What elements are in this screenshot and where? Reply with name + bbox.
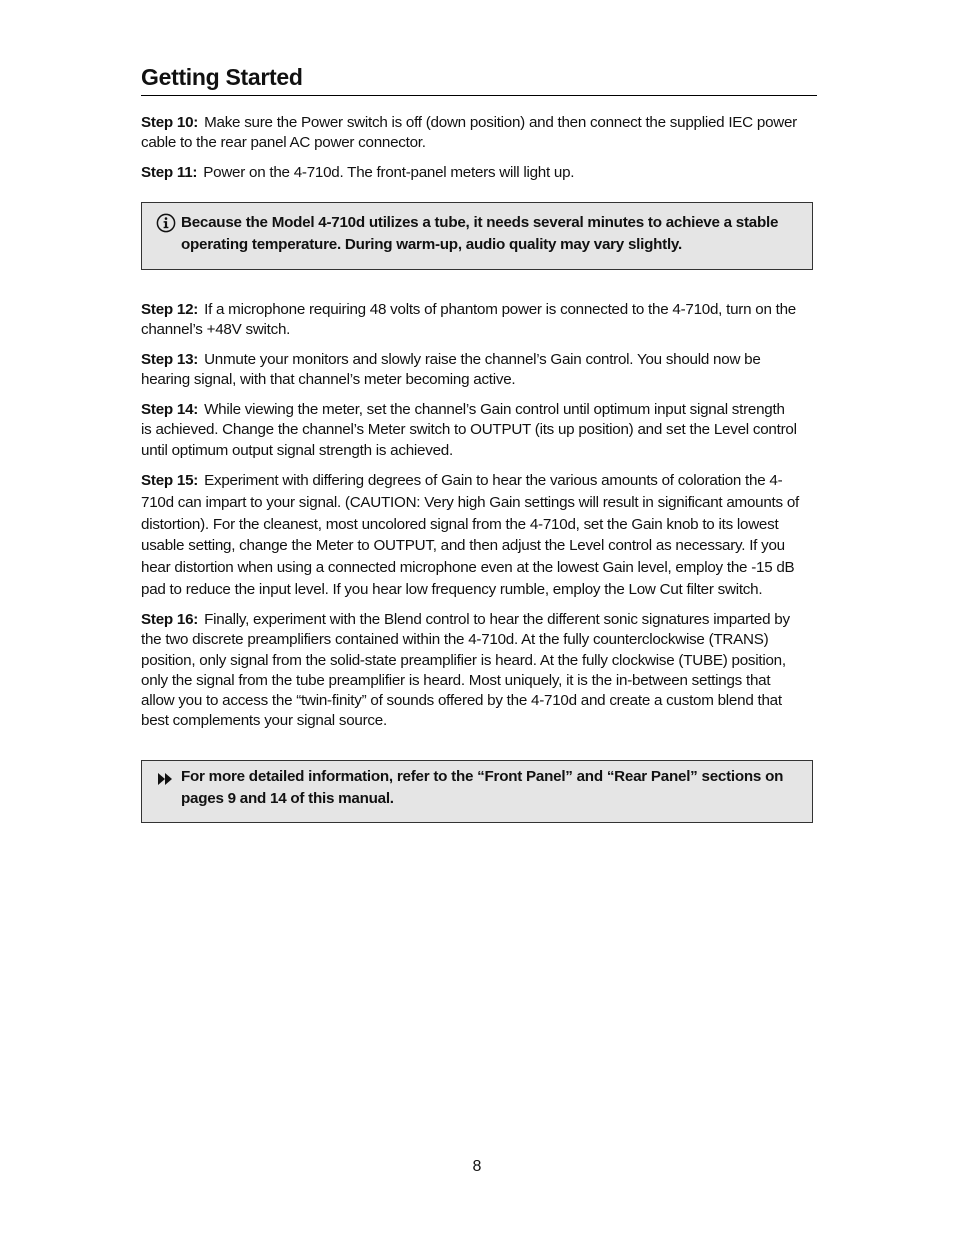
info-callout (141, 202, 813, 270)
step-16: Step 16: Finally, experiment with the Blend control to hear the different sonic signatures imparted by the two discrete preamplifiers contained within the 4-710d. At the fully counterclockwise (TRANS) position, only signal from the solid-state preamplifier is heard. At the fully clockwise (TUBE) position, only the signal from the tube preamplifier is heard. Most uniquely, it is the in-between settings that allow you to access the “twin-finity” of sounds offered by the 4-710d and create a custom blend that best complements your signal source. (141, 611, 790, 730)
step-11: Step 11: Power on the 4-710d. The front-panel meters will light up. (141, 164, 575, 181)
step-label: Step 11: (141, 164, 198, 181)
step-12: Step 12: If a microphone requiring 48 volts of phantom power is connected to the 4-710d, turn on the channel’s +48V switch. (141, 301, 796, 339)
step-13: Step 13: Unmute your monitors and slowly raise the channel’s Gain control. You should now be hearing signal, with that channel’s meter becoming active. (141, 351, 761, 389)
step-14: Step 14: While viewing the meter, set the channel’s Gain control until optimum input signal strength is achieved. Change the channel’s Meter switch to OUTPUT (its up position) and set the Level control until optimum output signal strength is achieved. (141, 401, 797, 459)
more-info-callout (141, 760, 813, 823)
more-info-callout-text: For more detailed information, refer to the “Front Panel” and “Rear Panel” sections on pages 9 and 14 of this manual. (181, 768, 784, 807)
step-15: Step 15: Experiment with differing degrees of Gain to hear the various amounts of coloration the 4- 710d can impart to your signal. (CAUTION: Very high Gain settings will result in significant amounts of distortion). For the cleanest, most uncolored signal from the 4-710d, set the Gain knob to its lowest usable setting, change the Meter to OUTPUT, and then adjust the Level control as necessary. If you hear distortion when using a connected microphone even at the lowest Gain level, employ the -15 dB pad to reduce the input level. If you hear low frequency rumble, employ the Low Cut filter switch. (141, 472, 799, 598)
step-label: Step 10: (141, 114, 199, 131)
page-number: 8 (472, 1158, 482, 1175)
step-10: Step 10: Make sure the Power switch is off (down position) and then connect the supplied IEC power cable to the rear panel AC power connector. (141, 114, 797, 152)
step-label: Step 13: (141, 351, 199, 368)
step-label: Step 16: (141, 611, 199, 628)
step-label: Step 12: (141, 301, 199, 318)
step-label: Step 15: (141, 472, 199, 489)
info-callout-text: Because the Model 4-710d utilizes a tube, it needs several minutes to achieve a stable operating temperature. During warm-up, audio quality may vary slightly. (181, 214, 779, 253)
step-label: Step 14: (141, 401, 199, 418)
info-icon (156, 213, 176, 233)
fast-forward-icon (156, 769, 176, 789)
section-title: Getting Started (141, 64, 817, 96)
